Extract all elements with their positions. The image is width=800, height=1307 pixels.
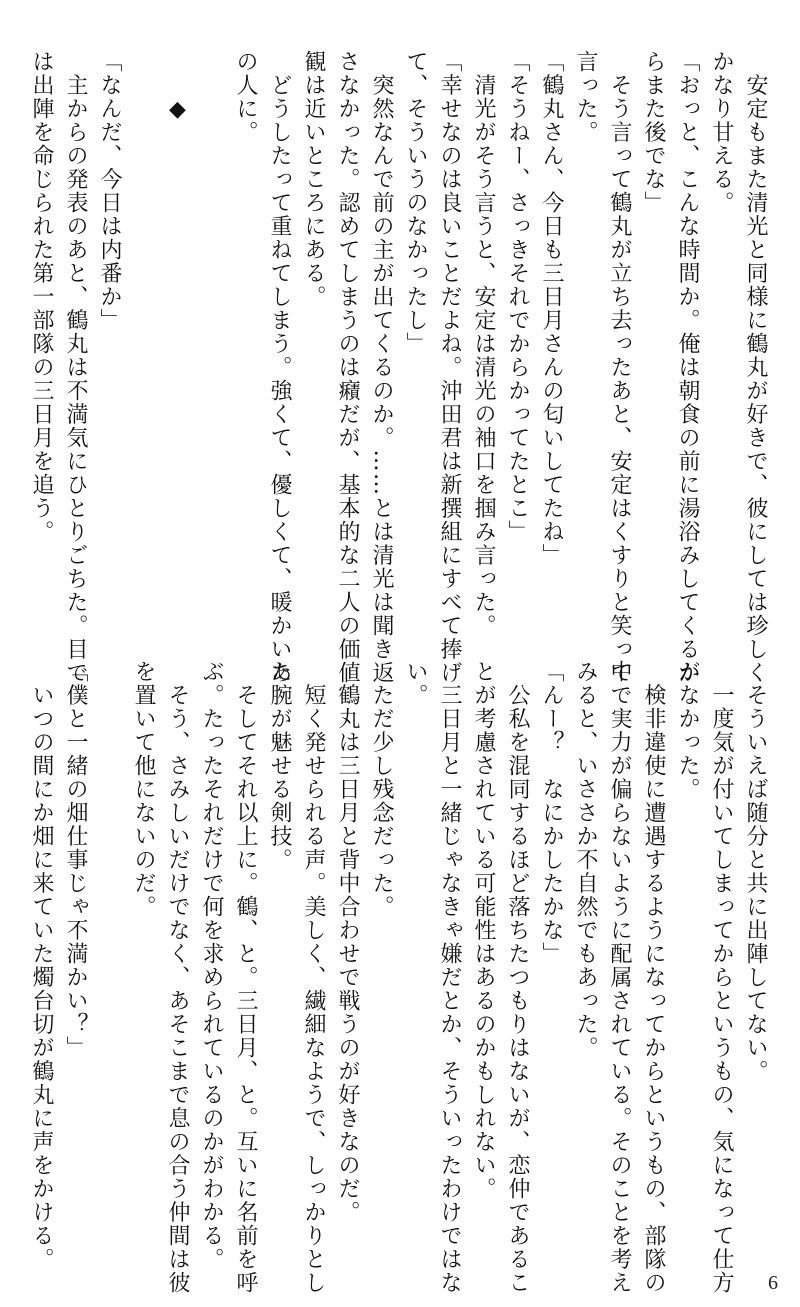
text-column: 観は近いところにある。 bbox=[301, 50, 326, 309]
text-column: て、そういうのなかったし」 bbox=[403, 50, 428, 356]
text-column: 「幸せなのは良いことだよね。沖田君は新撰組にすべて捧げ bbox=[437, 50, 462, 685]
text-column: 短く発せられる声。美しく、繊細なようで、しっかりとし bbox=[301, 660, 326, 1295]
upper-text-block bbox=[24, 50, 772, 685]
text-column: は出陣を命じられた第一部隊の三日月を追う。 bbox=[29, 50, 54, 544]
text-column bbox=[194, 50, 228, 620]
text-column: の人に。 bbox=[233, 50, 258, 144]
text-column: 一度気が付いてしまってからというもの、気になって仕方 bbox=[709, 660, 734, 1295]
text-column: た腕が魅せる剣技。 bbox=[267, 660, 292, 872]
text-column: 「んー？ なにかしたかな」 bbox=[539, 660, 564, 966]
text-column: 「僕と一緒の畑仕事じゃ不満かい？」 bbox=[63, 660, 88, 1060]
text-column: 三日月と一緒じゃなきゃ嫌だとか、そういったわけではな bbox=[437, 660, 462, 1295]
text-column bbox=[92, 660, 126, 1240]
text-column: 主からの発表のあと、鶴丸は不満気にひとりごちた。目で bbox=[63, 50, 88, 685]
text-column: 「そうねー、さっきそれでからかってたとこ」 bbox=[505, 50, 530, 544]
text-column: を置いて他にないのだ。 bbox=[131, 660, 156, 919]
text-column: 鶴丸は三日月と背中合わせで戦うのが好きなのだ。 bbox=[335, 660, 360, 1224]
text-column: 「おっと、こんな時間か。俺は朝食の前に湯浴みしてくるか bbox=[675, 50, 700, 685]
text-column: らまた後でな」 bbox=[641, 50, 666, 215]
text-column: 「なんだ、今日は内番か」 bbox=[97, 50, 122, 332]
text-column: 清光がそう言うと、安定は清光の袖口を掴み言った。 bbox=[471, 50, 496, 638]
text-column: 検非違使に遭遇するようになってからというもの、部隊の bbox=[641, 660, 666, 1295]
text-column: 突然なんで前の主が出てくるのか。……とは清光は聞き返 bbox=[369, 50, 394, 685]
text-column: 公私を混同するほど落ちたつもりはないが、恋仲であるこ bbox=[505, 660, 530, 1295]
text-column: かなり甘える。 bbox=[709, 50, 734, 215]
text-column: そう、さみしいだけでなく、あそこまで息の合う仲間は彼 bbox=[165, 660, 190, 1295]
text-column: そういえば随分と共に出陣してない。 bbox=[743, 660, 768, 1083]
text-column: 「鶴丸さん、今日も三日月さんの匂いしてたね」 bbox=[539, 50, 564, 567]
text-column: ただ少し残念だった。 bbox=[369, 660, 394, 919]
text-column: みると、いささか不自然でもあった。 bbox=[573, 660, 598, 1060]
text-column: そしてそれ以上に。鶴、と。三日月、と。互いに名前を呼 bbox=[233, 660, 258, 1295]
text-column bbox=[126, 50, 160, 620]
text-column: ぶ。たったそれだけで何を求められているのかがわかる。 bbox=[199, 660, 224, 1271]
text-column: がなかった。 bbox=[675, 660, 700, 801]
text-column: そう言って鶴丸が立ち去ったあと、安定はくすりと笑って bbox=[607, 50, 632, 685]
text-column: いつの間にか畑に来ていた燭台切が鶴丸に声をかける。 bbox=[29, 660, 54, 1271]
text-column: さなかった。認めてしまうのは癪だが、基本的な二人の価値 bbox=[335, 50, 360, 685]
text-column: い。 bbox=[403, 660, 428, 707]
text-column: 安定もまた清光と同様に鶴丸が好きで、彼にしては珍しく bbox=[743, 50, 768, 685]
text-column: どうしたって重ねてしまう。強くて、優しくて、暖かいあ bbox=[267, 50, 292, 685]
text-column: ◆ bbox=[165, 50, 190, 124]
text-column: 言った。 bbox=[573, 50, 598, 144]
lower-text-block bbox=[24, 660, 772, 1295]
page-number: 6 bbox=[768, 1272, 778, 1294]
text-column: 中で実力が偏らないように配属されている。そのことを考え bbox=[607, 660, 632, 1295]
text-column: とが考慮されている可能性はあるのかもしれない。 bbox=[471, 660, 496, 1201]
